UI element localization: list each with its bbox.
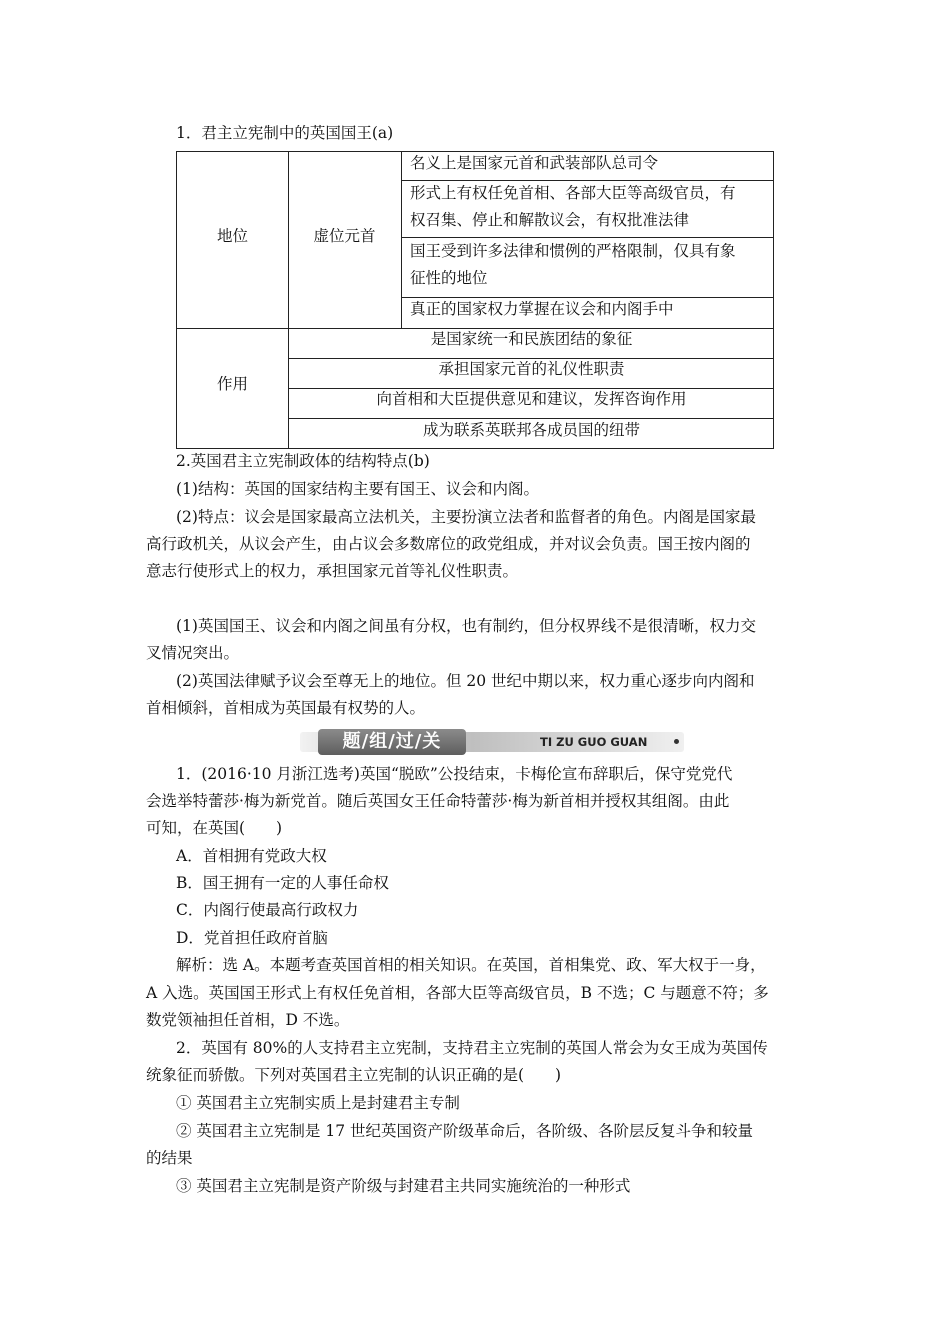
- table-label-role: 作用: [216, 375, 248, 393]
- question2-item: ③ 英国君主立宪制是资产阶级与封建君主共同实施统治的一种形式: [176, 1177, 631, 1195]
- question2-stem: 统象征而骄傲。下列对英国君主立宪制的认识正确的是( ): [146, 1066, 562, 1084]
- question1-stem: 1．(2016·10 月浙江选考)英国“脱欧”公投结束，卡梅伦宣布辞职后，保守党党代: [176, 765, 733, 783]
- question1-option: B．国王拥有一定的人事任命权: [176, 874, 389, 892]
- section1-heading: 1．君主立宪制中的英国国王(a): [176, 124, 394, 142]
- note: 首相倾斜，首相成为英国最有权势的人。: [146, 699, 426, 717]
- section2-heading: 2.英国君主立宪制政体的结构特点(b): [176, 452, 430, 470]
- question1-option: A．首相拥有党政大权: [176, 847, 327, 865]
- status-item: 名义上是国家元首和武装部队总司令: [410, 154, 659, 172]
- question2-item: ② 英国君主立宪制是 17 世纪英国资产阶级革命后，各阶级、各阶层反复斗争和较量: [176, 1122, 754, 1140]
- question2-stem: 2．英国有 80%的人支持君主立宪制，支持君主立宪制的英国人常会为女王成为英国传: [176, 1039, 768, 1057]
- role-item: 成为联系英联邦各成员国的纽带: [422, 421, 640, 439]
- king-role-table: [176, 151, 774, 449]
- status-item: 征性的地位: [410, 269, 488, 287]
- status-item: 真正的国家权力掌握在议会和内阁手中: [410, 300, 674, 318]
- paragraph: (2)特点：议会是国家最高立法机关，主要扮演立法者和监督者的角色。内阁是国家最: [176, 508, 756, 526]
- table-label-figurehead: 虚位元首: [313, 227, 376, 245]
- status-item: 形式上有权任免首相、各部大臣等高级官员，有: [410, 184, 736, 202]
- question1-option: D．党首担任政府首脑: [176, 929, 328, 947]
- question2-item: 的结果: [146, 1149, 193, 1167]
- role-item: 是国家统一和民族团结的象征: [430, 330, 633, 348]
- question1-option: C．内阁行使最高行政权力: [176, 901, 359, 919]
- paragraph: (1)结构：英国的国家结构主要有国王、议会和内阁。: [176, 480, 539, 498]
- banner-subtitle: TI ZU GUO GUAN: [540, 735, 648, 749]
- question2-item: ① 英国君主立宪制实质上是封建君主专制: [176, 1094, 460, 1112]
- role-item: 承担国家元首的礼仪性职责: [438, 360, 625, 378]
- section-banner: [300, 729, 684, 755]
- role-item: 向首相和大臣提供意见和建议，发挥咨询作用: [376, 390, 687, 408]
- question1-analysis: 数党领袖担任首相，D 不选。: [146, 1011, 350, 1029]
- paragraph: 高行政机关，从议会产生，由占议会多数席位的政党组成，并对议会负责。国王按内阁的: [146, 535, 751, 553]
- question1-analysis: 解析：选 A。本题考查英国首相的相关知识。在英国，首相集党、政、军大权于一身，: [176, 956, 766, 974]
- status-item: 权召集、停止和解散议会，有权批准法律: [410, 211, 690, 229]
- question1-stem: 会选举特蕾莎·梅为新党首。随后英国女王任命特蕾莎·梅为新首相并授权其组阁。由此: [146, 792, 730, 810]
- banner-title: 题/组/过/关: [318, 729, 466, 755]
- note: (2)英国法律赋予议会至尊无上的地位。但 20 世纪中期以来，权力重心逐步向内阁和: [176, 672, 755, 690]
- bullet-dot-icon: [674, 739, 679, 744]
- table-label-status: 地位: [216, 227, 248, 245]
- question1-stem: 可知，在英国( ): [146, 819, 283, 837]
- status-item: 国王受到许多法律和惯例的严格限制，仅具有象: [410, 242, 736, 260]
- paragraph: 意志行使形式上的权力，承担国家元首等礼仪性职责。: [146, 562, 519, 580]
- note: (1)英国国王、议会和内阁之间虽有分权，也有制约，但分权界线不是很清晰，权力交: [176, 617, 756, 635]
- note: 叉情况突出。: [146, 644, 240, 662]
- question1-analysis: A 入选。英国国王形式上有权任免首相，各部大臣等高级官员，B 不选；C 与题意不符；多: [146, 984, 769, 1002]
